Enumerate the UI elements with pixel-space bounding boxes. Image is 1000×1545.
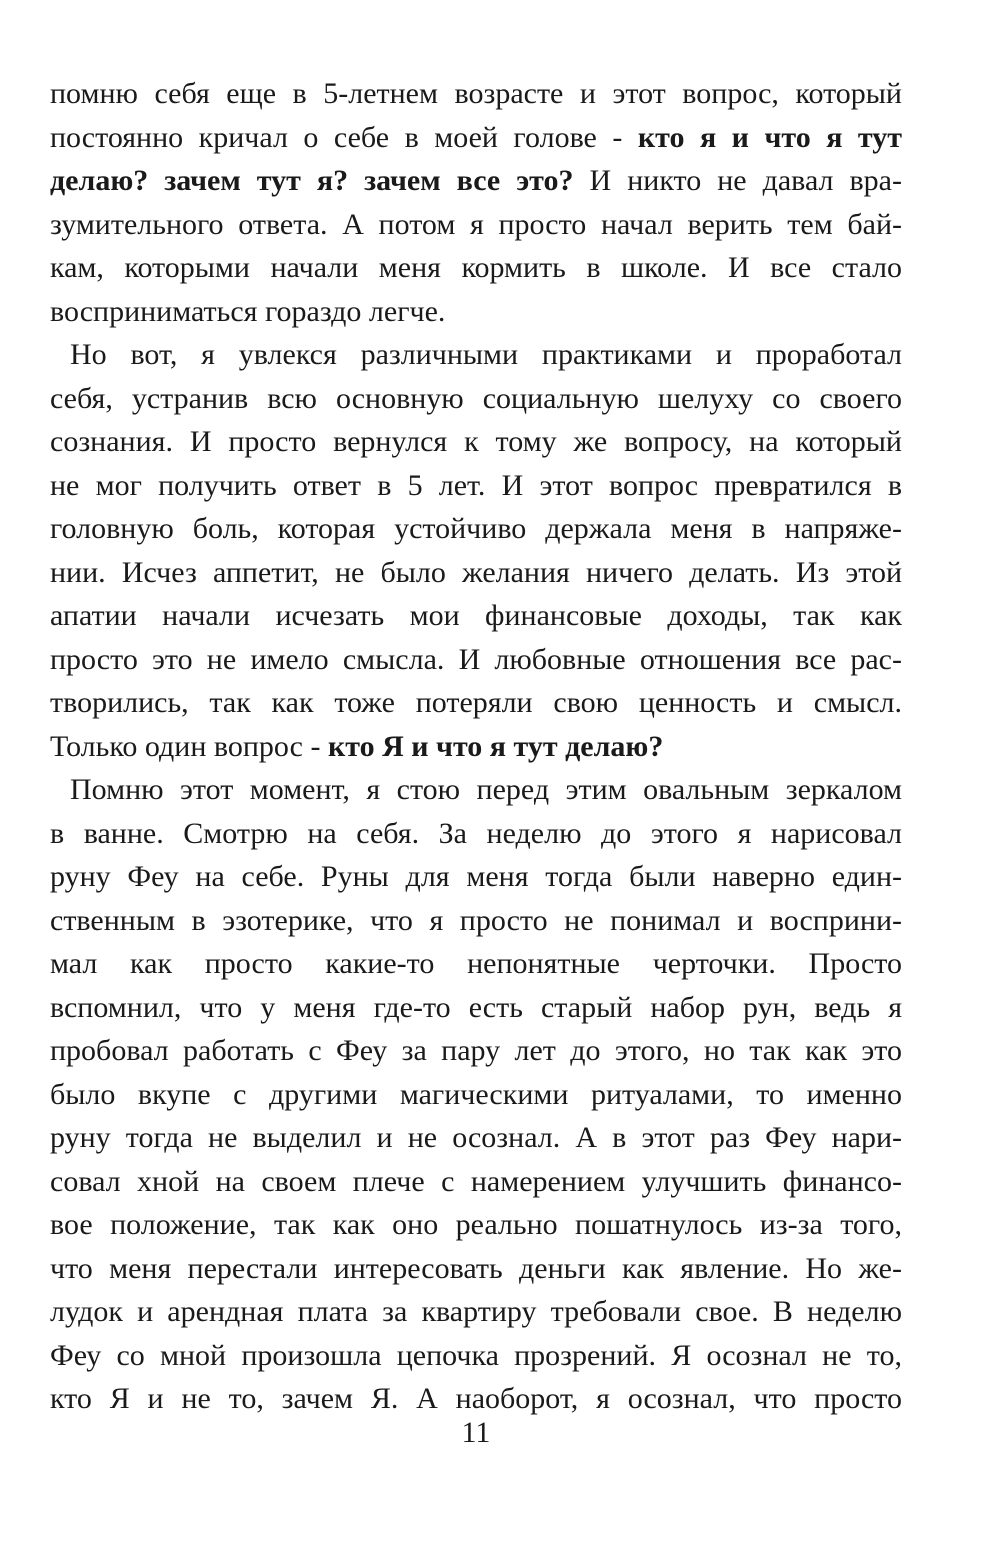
text-line <box>50 290 902 334</box>
text-segment: постоянно кричал о себе в моей голове - <box>50 120 638 154</box>
text-line <box>50 855 902 899</box>
text-line <box>50 1073 902 1117</box>
text-segment: головную боль, которая устойчиво держала меня в напряже- <box>50 512 902 545</box>
text-line <box>50 725 902 769</box>
bold-text: кто Я и что я тут делаю? <box>327 729 664 763</box>
text-line <box>50 464 902 508</box>
text-segment: кто Я и не то, зачем Я. А наоборот, я осознал, что просто <box>50 1382 902 1415</box>
text-segment: зумительного ответа. А потом я просто начал верить тем бай- <box>50 207 902 241</box>
text-line <box>50 72 902 116</box>
text-segment: совал хной на своем плече с намерением улучшить финансо- <box>50 1164 902 1198</box>
text-segment: Но вот, я увлекся различными практиками и проработал <box>70 338 902 371</box>
text-segment: Феу со мной произошла цепочка прозрений. Я осознал не то, <box>50 1338 902 1372</box>
text-segment: было вкупе с другими магическими ритуалами, то именно <box>50 1077 902 1111</box>
text-segment: творились, так как тоже потеряли свою ценность и смысл. <box>50 686 902 719</box>
text-line <box>50 681 902 725</box>
text-line <box>50 1203 902 1247</box>
text-line <box>50 1029 902 1073</box>
bold-text: делаю? зачем тут я? зачем все это? <box>50 164 574 197</box>
text-line <box>50 1290 902 1334</box>
text-line <box>50 812 902 856</box>
text-segment: помню себя еще в 5-летнем возрасте и этот вопрос, который <box>50 77 902 110</box>
text-line <box>50 377 902 421</box>
page-number: 11 <box>461 1416 491 1449</box>
text-line <box>50 1377 902 1421</box>
text-line <box>50 638 902 682</box>
text-segment: пробовал работать с Феу за пару лет до этого, но так как это <box>50 1034 902 1067</box>
text-line <box>50 333 902 377</box>
text-segment: апатии начали исчезать мои финансовые доходы, так как <box>50 599 902 632</box>
text-segment: И никто не давал вра- <box>573 164 902 197</box>
text-line <box>50 899 902 943</box>
text-segment: кам, которыми начали меня кормить в школе. И все стало <box>50 251 902 284</box>
text-line <box>50 768 902 812</box>
text-line <box>50 551 902 595</box>
text-line <box>50 420 902 464</box>
text-segment: вспомнил, что у меня где-то есть старый набор рун, ведь я <box>50 990 902 1024</box>
text-segment: себя, устранив всю основную социальную шелуху со своего <box>50 381 902 415</box>
text-segment: мал как просто какие-то непонятные черточки. Просто <box>50 947 902 980</box>
text-segment: Только один вопрос - <box>50 729 328 763</box>
text-line <box>50 1334 902 1378</box>
paragraph <box>50 768 902 1421</box>
text-line <box>50 203 902 247</box>
text-segment: Помню этот момент, я стою перед этим овальным зеркалом <box>70 773 902 806</box>
text-line <box>50 1160 902 1204</box>
text-line <box>50 507 902 551</box>
text-line <box>50 594 902 638</box>
paragraph <box>50 72 902 333</box>
text-segment: сознания. И просто вернулся к тому же вопросу, на который <box>50 425 902 458</box>
text-segment: что меня перестали интересовать деньги как явление. Но же- <box>50 1251 902 1285</box>
text-line <box>50 1247 902 1291</box>
text-segment: ственным в эзотерике, что я просто не понимал и восприни- <box>50 903 902 937</box>
text-segment: в ванне. Смотрю на себя. За неделю до этого я нарисовал <box>50 816 902 850</box>
text-line <box>50 246 902 290</box>
text-segment: руну тогда не выделил и не осознал. А в этот раз Феу нари- <box>50 1121 902 1154</box>
text-line <box>50 942 902 986</box>
text-line <box>50 1116 902 1160</box>
text-segment: не мог получить ответ в 5 лет. И этот вопрос превратился в <box>50 468 902 502</box>
text-segment: просто это не имело смысла. И любовные отношения все рас- <box>50 642 902 676</box>
text-segment: вое положение, так как оно реально пошатнулось из-за того, <box>50 1208 902 1241</box>
text-segment: нии. Исчез аппетит, не было желания ничего делать. Из этой <box>50 555 902 589</box>
text-line <box>50 986 902 1030</box>
bold-text: кто я и что я тут <box>637 120 902 154</box>
text-segment: руну Феу на себе. Руны для меня тогда были наверно един- <box>50 860 902 893</box>
text-line <box>50 159 902 203</box>
paragraph <box>50 333 902 768</box>
text-segment: лудок и арендная плата за квартиру требовали свое. В неделю <box>50 1295 902 1328</box>
text-line <box>50 116 902 160</box>
text-segment: восприниматься гораздо легче. <box>50 294 446 328</box>
book-page-text <box>50 72 902 1421</box>
